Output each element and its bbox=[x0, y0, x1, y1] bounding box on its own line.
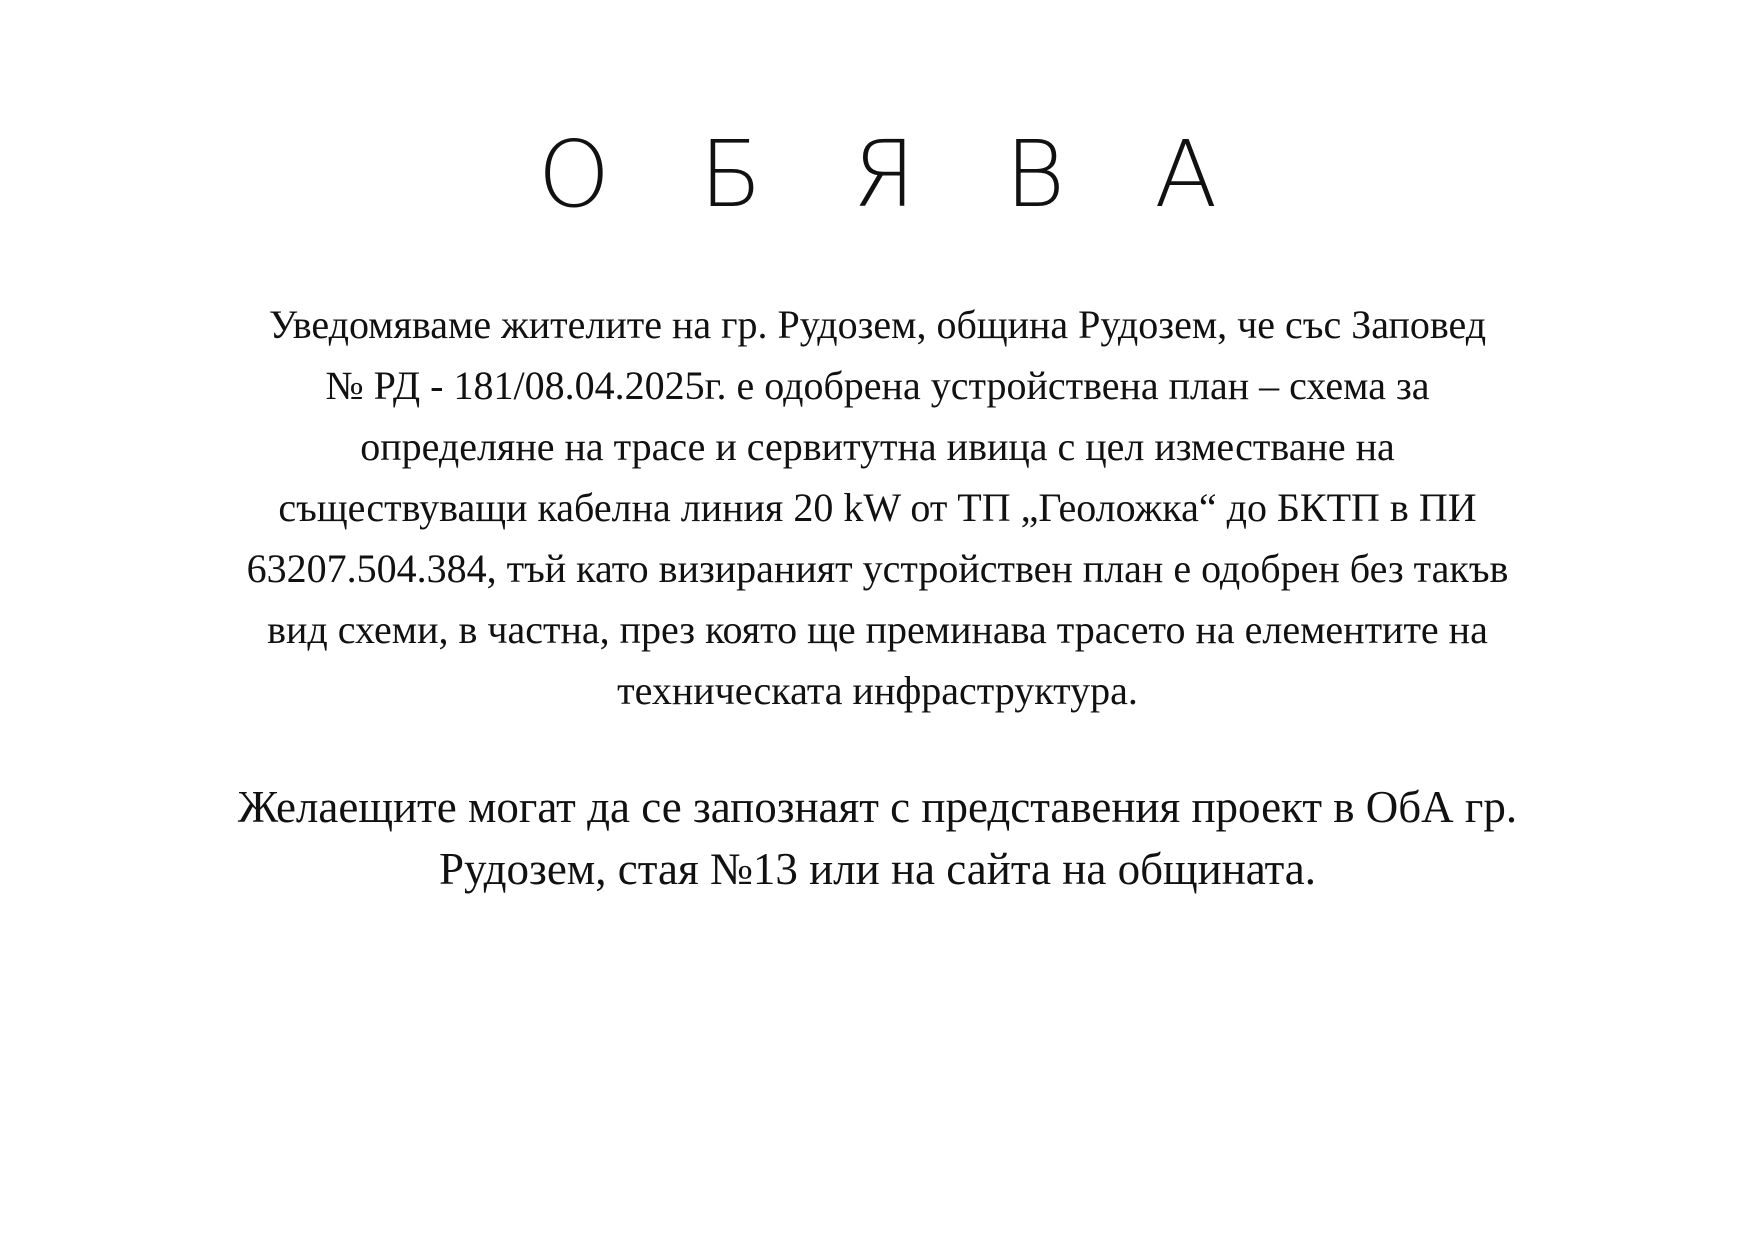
paragraph-line: техническата инфраструктура. bbox=[617, 668, 1138, 713]
paragraph-line: Уведомяваме жителите на гр. Рудозем, община Рудозем, че със Заповед bbox=[268, 302, 1487, 347]
paragraph-line: Желаещите могат да се запознаят с представения проект в ОбА гр. bbox=[237, 782, 1518, 832]
paragraph-line: съществуващи кабелна линия 20 kW от ТП „Геоложка“ до БКТП в ПИ bbox=[278, 485, 1477, 530]
paragraph-line: № РД - 181/08.04.2025г. е одобрена устройствена план – схема за bbox=[325, 363, 1430, 408]
paragraph-line: определяне на трасе и сервитутна ивица с цел изместване на bbox=[360, 424, 1395, 469]
announcement-paragraph bbox=[0, 294, 1755, 721]
paragraph-line: вид схеми, в частна, през която ще преминава трасето на елементите на bbox=[267, 607, 1488, 652]
paragraph-line: Рудозем, стая №13 или на сайта на общината. bbox=[438, 844, 1317, 894]
contact-paragraph bbox=[0, 776, 1755, 900]
paragraph-line: 63207.504.384, тъй като визираният устройствен план е одобрен без такъв bbox=[246, 546, 1509, 591]
document-title: О Б Я В А bbox=[537, 121, 1248, 228]
